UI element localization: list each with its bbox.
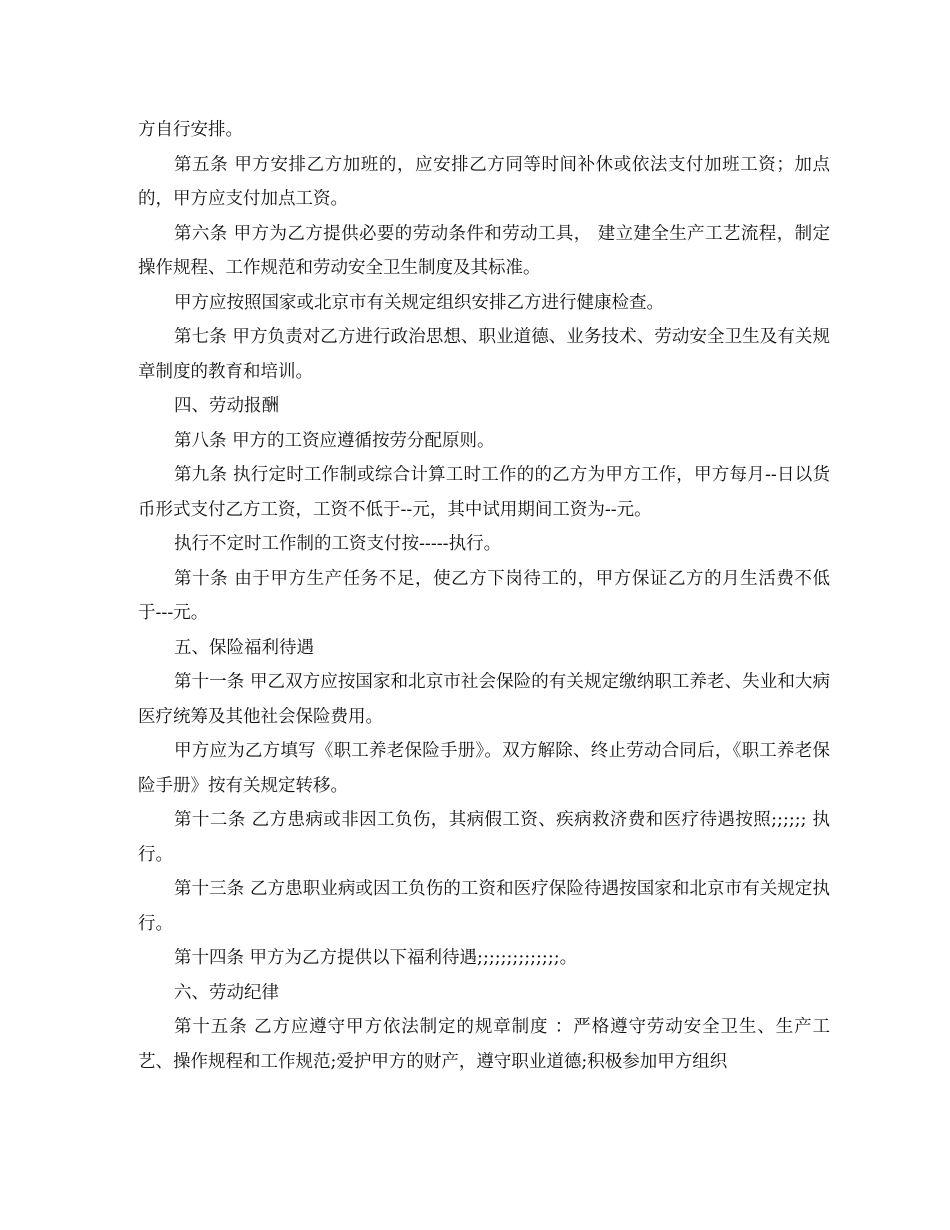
paragraph-irregular-hours: 执行不定时工作制的工资支付按-----执行。 <box>174 534 502 554</box>
article-6: 第六条 甲方为乙方提供必要的劳动条件和劳动工具， 建立建全生产工艺流程，制定操作规程、工作规范和劳动安全卫生制度及其标准。 <box>138 223 830 278</box>
section-heading-discipline: 六、劳动纪律 <box>174 982 279 1003</box>
article-5: 第五条 甲方安排乙方加班的，应安排乙方同等时间补休或依法支付加班工资；加点的，甲方应支付加点工资。 <box>138 154 830 209</box>
paragraph-health-check: 甲方应按照国家或北京市有关规定组织安排乙方进行健康检查。 <box>174 292 664 313</box>
article-9: 第九条 执行定时工作制或综合计算工时工作的的乙方为甲方工作，甲方每月--日以货币形式支付乙方工资，工资不低于--元，其中试用期间工资为--元。 <box>138 465 830 520</box>
article-12: 第十二条 乙方患病或非因工负伤，其病假工资、疾病救济费和医疗待遇按照;;;;;; 执行。 <box>138 810 830 865</box>
article-14: 第十四条 甲方为乙方提供以下福利待遇;;;;;;;;;;;;;;。 <box>174 948 578 968</box>
article-8: 第八条 甲方的工资应遵循按劳分配原则。 <box>174 430 495 451</box>
article-7: 第七条 甲方负责对乙方进行政治思想、职业道德、业务技术、劳动安全卫生及有关规章制度的教育和培训。 <box>138 327 830 382</box>
section-heading-insurance: 五、保险福利待遇 <box>174 637 314 658</box>
article-15: 第十五条 乙方应遵守甲方依法制定的规章制度 ：严格遵守劳动安全卫生、生产工艺、操作规程和工作规范;爱护甲方的财产，遵守职业道德;积极参加甲方组织 <box>138 1017 830 1072</box>
paragraph-continuation: 方自行安排。 <box>138 120 243 140</box>
article-13: 第十三条 乙方患职业病或因工负伤的工资和医疗保险待遇按国家和北京市有关规定执行。 <box>138 879 830 934</box>
article-11: 第十一条 甲乙双方应按国家和北京市社会保险的有关规定缴纳职工养老、失业和大病医疗统筹及其他社会保险费用。 <box>138 672 830 727</box>
document-body <box>138 113 830 1079</box>
paragraph-pension-handbook: 甲方应为乙方填写《职工养老保险手册》。双方解除、终止劳动合同后，《职工养老保险手册》按有关规定转移。 <box>138 741 830 796</box>
section-heading-remuneration: 四、劳动报酬 <box>174 396 279 416</box>
article-10: 第十条 由于甲方生产任务不足，使乙方下岗待工的，甲方保证乙方的月生活费不低于---元。 <box>138 568 830 623</box>
